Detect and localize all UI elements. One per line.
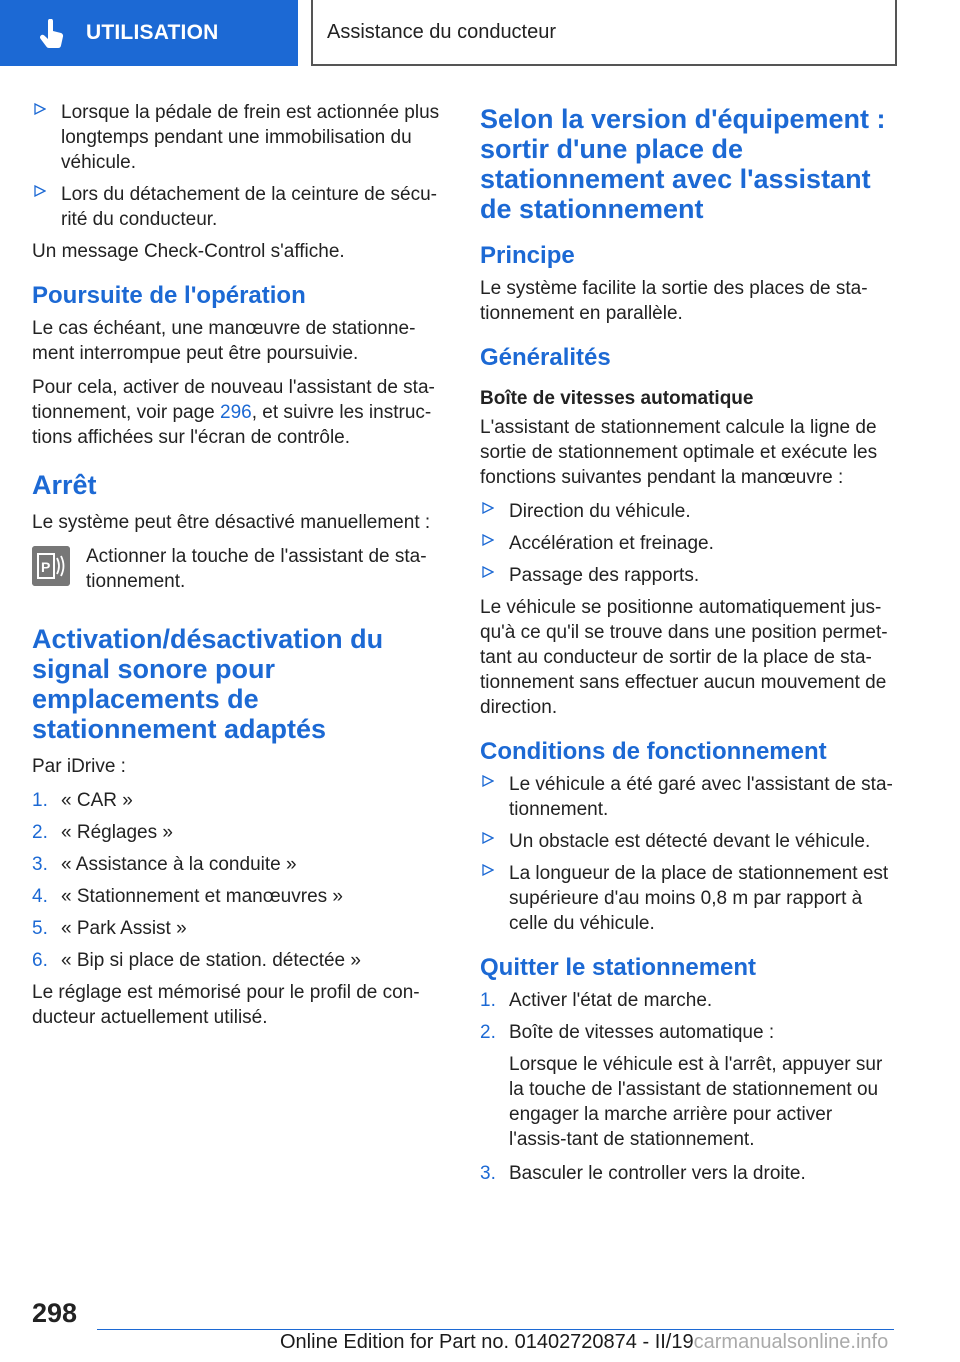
list-item-text: « Assistance à la conduite » bbox=[61, 854, 297, 875]
paragraph: Lorsque le véhicule est à l'arrêt, appuyer sur la touche de l'assistant de stationnement ou engager la marche arrière pour activer l'assis-tant de stationnement. bbox=[509, 1054, 883, 1150]
right-column bbox=[480, 100, 894, 1193]
list-item-text: Boîte de vitesses automatique : bbox=[509, 1022, 775, 1043]
left-column bbox=[32, 100, 446, 1039]
paragraph bbox=[32, 375, 446, 450]
text-span: , et suivre les instruc-tions affichées sur l'écran de contrôle. bbox=[32, 402, 432, 448]
hand-touch-icon bbox=[38, 19, 66, 49]
step-number: 2. bbox=[480, 1022, 496, 1043]
list-item bbox=[480, 563, 894, 588]
list-item bbox=[480, 499, 894, 524]
heading-arret: Arrêt bbox=[32, 470, 97, 500]
paragraph: L'assistant de stationnement calcule la ligne de sortie de stationnement optimale et exécute les fonctions suivantes pendant la manœuvre : bbox=[480, 417, 878, 488]
list-item bbox=[32, 100, 446, 175]
list-item-text: Activer l'état de marche. bbox=[509, 990, 713, 1011]
park-button-row bbox=[32, 544, 446, 594]
triangle-bullet-icon bbox=[482, 566, 494, 578]
step-number: 1. bbox=[32, 790, 48, 811]
text-span: Pour cela, activer de nouveau l'assistant de sta-tionnement, voir page bbox=[32, 377, 435, 423]
heading-poursuite: Poursuite de l'opération bbox=[32, 282, 306, 309]
paragraph: Par iDrive : bbox=[32, 756, 126, 777]
list-item bbox=[480, 829, 894, 854]
list-item-text: Lorsque la pédale de frein est actionnée plus longtemps pendant une immobilisation du véhicule. bbox=[61, 102, 440, 173]
heading-conditions: Conditions de fonctionnement bbox=[480, 738, 827, 765]
list-item-text: Le véhicule a été garé avec l'assistant de sta-tionnement. bbox=[509, 774, 893, 820]
triangle-bullet-icon bbox=[482, 534, 494, 546]
heading-generalites: Généralités bbox=[480, 344, 611, 371]
list-item-text: Accélération et freinage. bbox=[509, 533, 714, 554]
heading-selon: Selon la version d'équipement : sortir d'une place de stationnement avec l'assistant de stationnement bbox=[480, 104, 886, 224]
footer-divider bbox=[97, 1329, 894, 1330]
page-link[interactable]: 296 bbox=[220, 402, 252, 423]
page-number: 298 bbox=[32, 1298, 78, 1328]
list-item bbox=[32, 788, 446, 813]
step-number: 3. bbox=[480, 1163, 496, 1184]
footer-edition bbox=[280, 1331, 940, 1354]
list-item-text: Direction du véhicule. bbox=[509, 501, 691, 522]
watermark: carmanualsonline.info bbox=[693, 1331, 889, 1353]
list-item bbox=[32, 916, 446, 941]
triangle-bullet-icon bbox=[34, 185, 46, 197]
heading-activation: Activation/désactivation du signal sonore pour emplacements de stationnement adaptés bbox=[32, 624, 384, 744]
step-number: 5. bbox=[32, 918, 48, 939]
paragraph: Le véhicule se positionne automatiquement jus-qu'à ce qu'il se trouve dans une position permet-tant au conducteur de sortir de la place de sta-tionnement sans effectuer aucun mouvement de direction. bbox=[480, 597, 888, 718]
list-item bbox=[480, 1161, 894, 1186]
section-title: UTILISATION bbox=[86, 21, 219, 44]
section-tab bbox=[0, 0, 298, 66]
edition-text: Online Edition for Part no. 01402720874 - II/19 bbox=[280, 1331, 694, 1353]
heading-principe: Principe bbox=[480, 242, 575, 269]
list-item-text: « Stationnement et manœuvres » bbox=[61, 886, 343, 907]
chapter-box bbox=[311, 0, 897, 66]
list-item bbox=[32, 820, 446, 845]
paragraph: Le système facilite la sortie des places de sta-tionnement en parallèle. bbox=[480, 278, 868, 324]
paragraph: Actionner la touche de l'assistant de sta-tionnement. bbox=[86, 546, 427, 592]
steps-list bbox=[32, 788, 446, 973]
step-number: 1. bbox=[480, 990, 496, 1011]
list-item bbox=[32, 884, 446, 909]
list-item bbox=[480, 772, 894, 822]
list-item-text: « Bip si place de station. détectée » bbox=[61, 950, 361, 971]
list-item bbox=[32, 182, 446, 232]
triangle-bullet-icon bbox=[482, 832, 494, 844]
heading-quitter: Quitter le stationnement bbox=[480, 954, 757, 981]
list-item bbox=[480, 531, 894, 556]
list-item bbox=[480, 1020, 894, 1045]
list-item-text: Basculer le controller vers la droite. bbox=[509, 1163, 806, 1184]
list-item-text: « Réglages » bbox=[61, 822, 173, 843]
step-number: 6. bbox=[32, 950, 48, 971]
list-item-text: « Park Assist » bbox=[61, 918, 187, 939]
list-item-text: « CAR » bbox=[61, 790, 133, 811]
svg-text:P: P bbox=[41, 559, 51, 575]
list-item bbox=[32, 852, 446, 877]
step-number: 4. bbox=[32, 886, 48, 907]
chapter-title: Assistance du conducteur bbox=[327, 21, 557, 43]
heading-boite: Boîte de vitesses automatique bbox=[480, 388, 754, 409]
list-item-text: Passage des rapports. bbox=[509, 565, 700, 586]
list-item bbox=[32, 948, 446, 973]
triangle-bullet-icon bbox=[482, 864, 494, 876]
step-number: 3. bbox=[32, 854, 48, 875]
triangle-bullet-icon bbox=[34, 103, 46, 115]
paragraph: Le réglage est mémorisé pour le profil de con-ducteur actuellement utilisé. bbox=[32, 982, 420, 1028]
list-item-text: La longueur de la place de stationnement est supérieure d'au moins 0,8 m par rapport à celle du véhicule. bbox=[509, 863, 889, 934]
paragraph: Un message Check-Control s'affiche. bbox=[32, 241, 345, 262]
triangle-bullet-icon bbox=[482, 775, 494, 787]
list-item-text: Un obstacle est détecté devant le véhicule. bbox=[509, 831, 871, 852]
triangle-bullet-icon bbox=[482, 502, 494, 514]
step-number: 2. bbox=[32, 822, 48, 843]
list-item bbox=[480, 988, 894, 1013]
park-assist-button-icon bbox=[32, 546, 70, 586]
paragraph: Le système peut être désactivé manuellement : bbox=[32, 512, 431, 533]
paragraph: Le cas échéant, une manœuvre de stationne-ment interrompue peut être poursuivie. bbox=[32, 318, 416, 364]
list-item-text: Lors du détachement de la ceinture de sécu-rité du conducteur. bbox=[61, 184, 438, 230]
list-item bbox=[480, 861, 894, 936]
